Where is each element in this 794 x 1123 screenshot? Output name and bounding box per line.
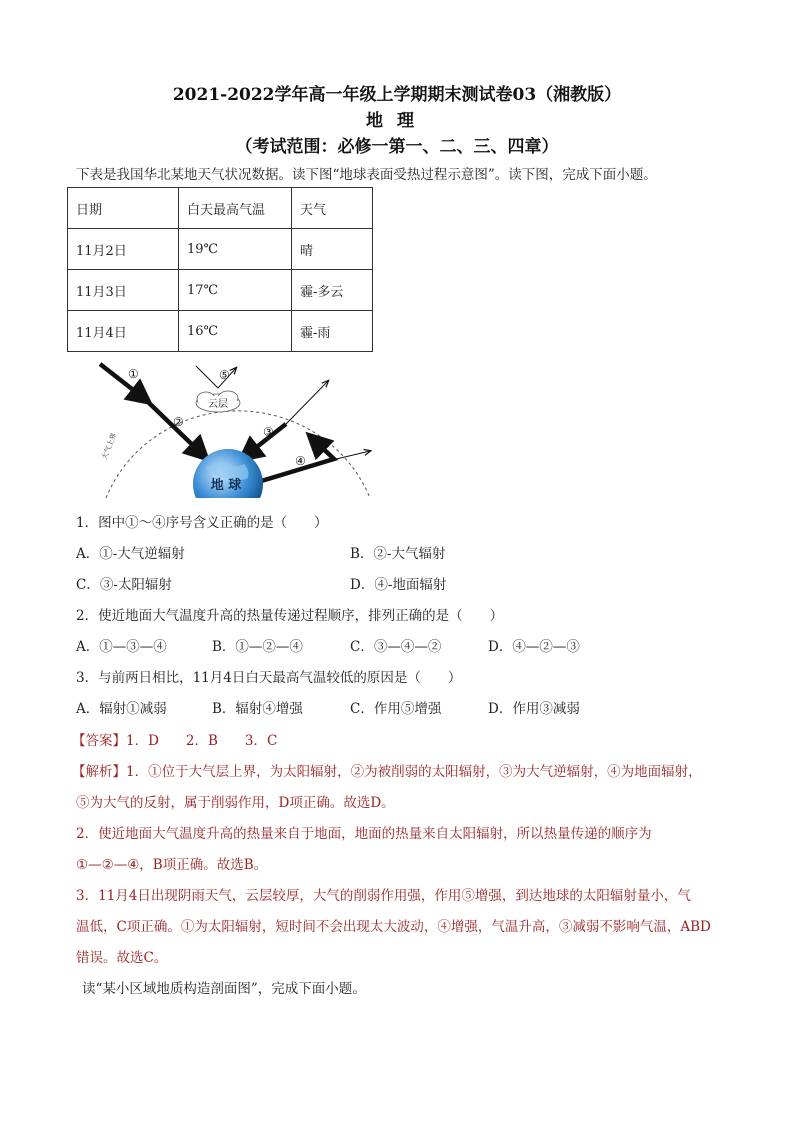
arrow-4-thin-ray xyxy=(328,451,370,461)
table-header-row xyxy=(68,188,373,229)
question-1-option-d[interactable]: D．④-地面辐射 xyxy=(350,577,447,593)
label-number-5: ⑤ xyxy=(219,368,230,382)
table-cell: 11月3日 xyxy=(68,270,179,311)
exam-title: 2021-2022学年高一年级上学期期末测试卷03（湘教版） xyxy=(172,85,622,105)
earth-heating-diagram xyxy=(88,356,388,498)
question-3-option-c[interactable]: C．作用⑤增强 xyxy=(350,701,442,717)
question-2-option-d[interactable]: D．④—②—③ xyxy=(488,639,580,655)
analysis-line: ⑤为大气的反射，属于削弱作用，D项正确。故选D。 xyxy=(76,795,395,811)
question-3-stem: 3．与前两日相比，11月4日白天最高气温较低的原因是（ ） xyxy=(76,670,462,686)
question-2-option-c[interactable]: C．③—④—② xyxy=(350,639,442,655)
table-header-cell: 天气 xyxy=(292,188,373,229)
table-row xyxy=(68,229,373,270)
label-number-4: ④ xyxy=(295,454,306,468)
question-1-stem: 1．图中①～④序号含义正确的是（ ） xyxy=(76,515,328,531)
atmosphere-boundary-label: 大气上界 xyxy=(100,431,119,461)
table-cell: 霾-雨 xyxy=(292,311,373,352)
analysis-line: 2．使近地面大气温度升高的热量来自于地面，地面的热量来自太阳辐射，所以热量传递的顺序为 xyxy=(76,826,652,842)
label-number-2: ② xyxy=(173,415,184,429)
table-cell: 11月2日 xyxy=(68,229,179,270)
analysis-line: 错误。故选C。 xyxy=(76,950,168,966)
table-header-cell: 日期 xyxy=(68,188,179,229)
intro-text: 下表是我国华北某地天气状况数据。读下图“地球表面受热过程示意图”。读下图，完成下面小题。 xyxy=(76,167,657,183)
earth-label: 地 球 xyxy=(210,478,242,493)
arrow-5-reflection xyxy=(196,366,236,388)
question-2-stem: 2．使近地面大气温度升高的热量传递过程顺序，排列正确的是（ ） xyxy=(76,608,504,624)
next-question-intro: 读“某小区域地质构造剖面图”，完成下面小题。 xyxy=(82,981,366,997)
question-3-option-b[interactable]: B．辐射④增强 xyxy=(212,701,303,717)
arrow-2-weakened-radiation xyxy=(148,402,204,456)
question-1-option-a[interactable]: A．①-大气逆辐射 xyxy=(76,546,185,562)
question-1-option-b[interactable]: B．②-大气辐射 xyxy=(350,546,446,562)
exam-scope: （考试范围：必修一第一、二、三、四章） xyxy=(235,137,559,157)
table-cell: 11月4日 xyxy=(68,311,179,352)
table-header-cell: 白天最高气温 xyxy=(179,188,292,229)
cloud-label: 云层 xyxy=(208,399,228,410)
table-row xyxy=(68,311,373,352)
arrow-1-solar-radiation xyxy=(100,364,146,400)
arrow-3-thin-ray xyxy=(286,381,328,424)
table-cell: 霾-多云 xyxy=(292,270,373,311)
table-cell: 晴 xyxy=(292,229,373,270)
table-cell: 17℃ xyxy=(179,270,292,311)
analysis-line: ①—②—④，B项正确。故选B。 xyxy=(76,857,268,873)
table-row xyxy=(68,270,373,311)
question-3-option-a[interactable]: A．辐射①减弱 xyxy=(76,701,167,717)
analysis-line: 3．11月4日出现阴雨天气，云层较厚，大气的削弱作用强，作用⑤增强，到达地球的太阳辐射量小，气 xyxy=(76,888,691,904)
question-1-option-c[interactable]: C．③-太阳辐射 xyxy=(76,577,172,593)
table-cell: 16℃ xyxy=(179,311,292,352)
label-number-3: ③ xyxy=(263,425,274,439)
analysis-line: 温低，C项正确。①为太阳辐射，短时间不会出现太大波动，④增强，气温升高，③减弱不影响气温，ABD xyxy=(76,919,711,935)
answer-line: 【答案】1．D 2．B 3．C xyxy=(72,733,278,749)
analysis-line: 【解析】1．①位于大气层上界，为太阳辐射，②为被削弱的太阳辐射，③为大气逆辐射，④为地面辐射， xyxy=(72,764,702,780)
exam-subject: 地理 xyxy=(366,111,428,131)
label-number-1: ① xyxy=(128,367,139,381)
question-2-option-b[interactable]: B．①—②—④ xyxy=(212,639,303,655)
question-2-option-a[interactable]: A．①—③—④ xyxy=(76,639,167,655)
question-3-option-d[interactable]: D．作用③减弱 xyxy=(488,701,580,717)
table-cell: 19℃ xyxy=(179,229,292,270)
weather-table xyxy=(67,187,373,352)
